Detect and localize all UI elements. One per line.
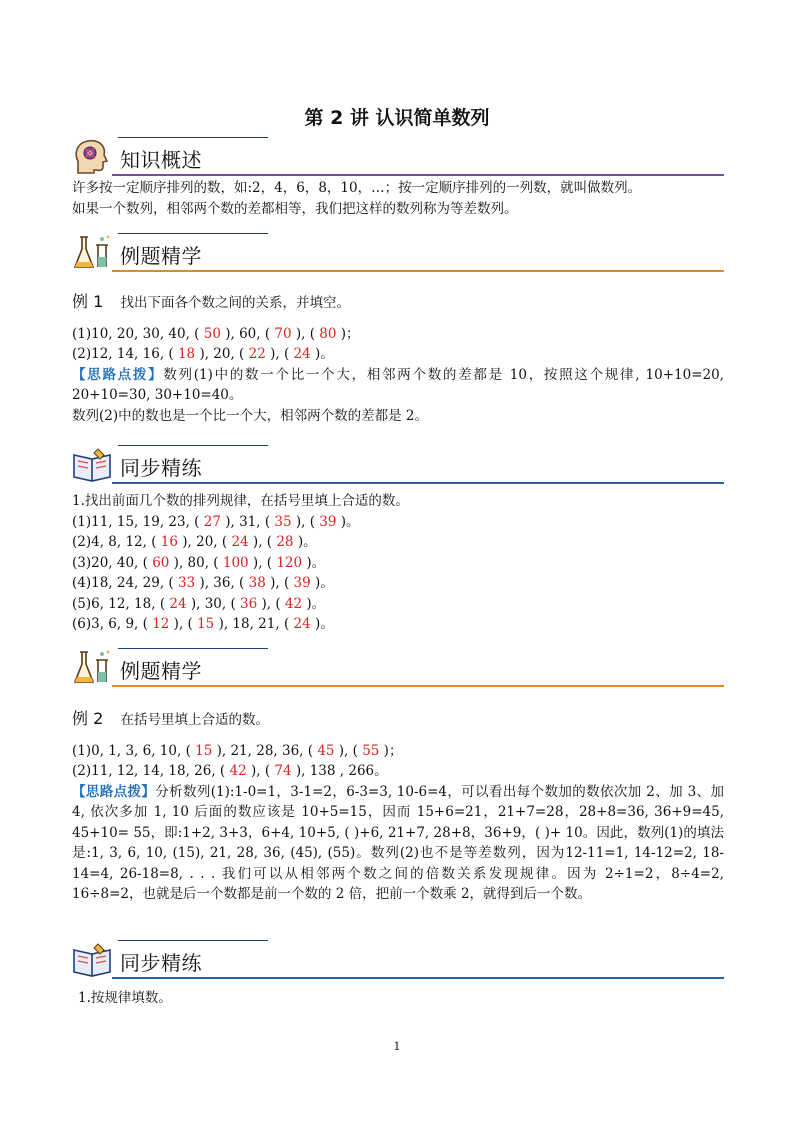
header-underline — [112, 977, 724, 979]
answer: 50 — [203, 325, 221, 342]
section-header-overview — [72, 137, 724, 181]
section-title: 同步精练 — [120, 951, 202, 975]
section-title: 知识概述 — [120, 148, 202, 172]
example-label: 例 1 — [72, 292, 104, 311]
open-book-icon — [72, 940, 112, 980]
header-underline — [112, 482, 724, 484]
practice2-block — [78, 988, 730, 1009]
overview-text — [72, 178, 724, 219]
header-top-line — [118, 940, 268, 941]
example2-question-1: (1)0, 1, 3, 6, 10, ( 15 ), 21, 28, 36, ( 45 ), ( 55 )； — [72, 742, 403, 759]
example1-question-2: (2)12, 14, 16, ( 18 ), 20, ( 22 ), ( 24 )。 — [72, 346, 334, 362]
answer: 70 — [274, 325, 292, 342]
example1-question-1: (1)10, 20, 30, 40, ( 50 ), 60, ( 70 ), ( 80 )； — [72, 325, 360, 342]
flask-icon — [72, 233, 112, 273]
hint-text: 数列(1)中的数一个比一个大，相邻两个数的差都是 10，按照这个规律, 10+10=20, 20+10=30, 30+10=40。 — [72, 366, 725, 403]
hint-label: 【思路点拨】 — [72, 783, 156, 800]
section-header-practice — [72, 445, 724, 489]
practice1-block — [72, 491, 724, 635]
answer: 15 — [195, 742, 213, 759]
practice-item: (5)6, 12, 18, ( 24 ), 30, ( 36 ), ( 42 )。 — [72, 595, 326, 612]
hint-label: 【思路点拨】 — [72, 366, 164, 383]
answer: 45 — [317, 742, 335, 759]
practice-item: (6)3, 6, 9, ( 12 ), ( 15 ), 18, 21, ( 24 )。 — [72, 616, 334, 632]
header-underline — [112, 270, 724, 272]
example1-hint — [72, 365, 724, 406]
example2-block — [72, 709, 724, 905]
section-header-example — [72, 233, 724, 277]
answer: 74 — [274, 763, 292, 779]
example2-question-2: (2)11, 12, 14, 18, 26, ( 42 ), ( 74 ), 138 , 266。 — [72, 763, 388, 779]
answer: 42 — [229, 763, 247, 779]
answer: 24 — [293, 346, 311, 362]
example-label: 例 2 — [72, 709, 104, 728]
example2-hint — [72, 782, 724, 905]
header-underline — [112, 685, 724, 687]
brain-gear-icon — [72, 137, 112, 177]
section-title: 例题精学 — [120, 244, 202, 268]
example-prompt: 在括号里填上合适的数。 — [120, 712, 269, 728]
header-top-line — [118, 445, 268, 446]
section-header-practice — [72, 940, 724, 984]
practice-item: (4)18, 24, 29, ( 33 ), 36, ( 38 ), ( 39 )。 — [72, 575, 334, 591]
header-top-line — [118, 137, 268, 138]
practice2-intro: 1.按规律填数。 — [78, 990, 172, 1006]
answer: 22 — [248, 346, 266, 362]
practice1-intro: 1.找出前面几个数的排列规律，在括号里填上合适的数。 — [72, 493, 409, 509]
answer: 18 — [177, 346, 196, 362]
open-book-icon — [72, 445, 112, 485]
section-header-example — [72, 648, 724, 692]
answer: 55 — [362, 742, 380, 759]
header-top-line — [118, 233, 268, 234]
answer: 80 — [319, 325, 337, 342]
practice-item: (2)4, 8, 12, ( 16 ), 20, ( 24 ), ( 28 )。 — [72, 534, 317, 550]
section-title: 同步精练 — [120, 456, 202, 480]
flask-icon — [72, 648, 112, 688]
example1-block — [72, 292, 724, 426]
header-underline — [112, 174, 724, 176]
example2-heading — [72, 709, 724, 731]
page-title: 第 2 讲 认识简单数列 — [304, 107, 490, 129]
section-title: 例题精学 — [120, 659, 202, 683]
example1-hint-2: 数列(2)中的数也是一个比一个大，相邻两个数的差都是 2。 — [72, 407, 429, 424]
example1-heading — [72, 292, 724, 314]
overview-line: 如果一个数列，相邻两个数的差都相等，我们把这样的数列称为等差数列。 — [72, 200, 518, 217]
example-prompt: 找出下面各个数之间的关系，并填空。 — [120, 295, 350, 311]
page-number: 1 — [393, 1040, 401, 1053]
practice-item: (1)11, 15, 19, 23, ( 27 ), 31, ( 35 ), ( 39 )。 — [72, 513, 360, 530]
overview-line: 许多按一定顺序排列的数，如:2，4，6，8，10，…；按一定顺序排列的一列数，就叫做数列。 — [72, 180, 642, 196]
hint-text: 分析数列(1):1-0=1，3-1=2，6-3=3, 10-6=4，可以看出每个数加的数依次加 2、加 3、加 4, 依次多加 1, 10 后面的数应该是 10+5=15，因而 15+6=21，21+7=28，28+8=36, 36+9=45, 45+10= 55，即:1+2, 3+3，6+4, 10+5, ( )+6, 21+7, 28+8，36+9，( )+ 10。因此，数列(1)的填法是:1, 3, 6, 10, (15), 21, 28, 36, (45), (55)。数列(2)也不是等差数列，因为12-11=1, 14-12=2, 18-14=4, 26-18=8, . . . 我们可以从相邻两个数之间的倍数关系发现规律。因为 2÷1=2，8÷4=2, 16÷8=2，也就是后一个数都是前一个数的 2 倍，把前一个数乘 2，就得到后一个数。 — [72, 783, 725, 902]
practice-item: (3)20, 40, ( 60 ), 80, ( 100 ), ( 120 )。 — [72, 554, 326, 571]
header-top-line — [118, 648, 268, 649]
